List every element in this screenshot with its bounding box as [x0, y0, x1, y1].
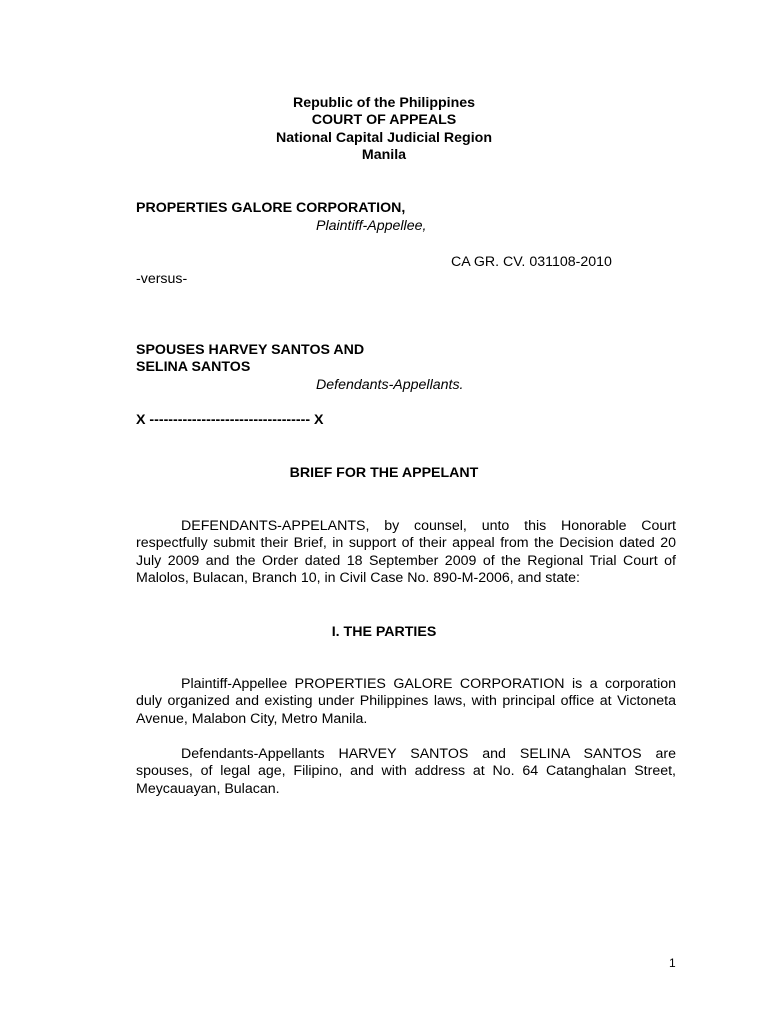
- header-city: Manila: [361, 147, 407, 164]
- parties-paragraph-defendants: Defendants-Appellants HARVEY SANTOS and SELINA SANTOS are spouses, of legal age, Filipino, and with address at No. 64 Catanghalan Street, Meycauayan, Bulacan.: [136, 746, 676, 797]
- plaintiff-role: Plaintiff-Appellee,: [316, 218, 427, 234]
- page-number: 1: [669, 956, 676, 970]
- intro-paragraph: DEFENDANTS-APPELANTS, by counsel, unto this Honorable Court respectfully submit their Brief, in support of their appeal from the Decision dated 20 July 2009 and the Order dated 18 September 2009 of the Regional Trial Court of Malolos, Bulacan, Branch 10, in Civil Case No. 890-M-2006, and state:: [136, 518, 676, 587]
- case-number: CA GR. CV. 031108-2010: [451, 254, 612, 270]
- court-header: [0, 95, 768, 165]
- section-heading-parties: I. THE PARTIES: [331, 624, 437, 640]
- versus-label: -versus-: [136, 271, 188, 287]
- plaintiff-name: PROPERTIES GALORE CORPORATION,: [136, 200, 406, 216]
- document-title: BRIEF FOR THE APPELANT: [289, 465, 479, 481]
- header-region: National Capital Judicial Region: [276, 129, 492, 146]
- header-court: COURT OF APPEALS: [311, 112, 457, 129]
- defendant-role: Defendants-Appellants.: [316, 377, 464, 393]
- parties-paragraph-plaintiff: Plaintiff-Appellee PROPERTIES GALORE CORPORATION is a corporation duly organized and existing under Philippines laws, with principal office at Victoneta Avenue, Malabon City, Metro Manila.: [136, 676, 676, 727]
- header-republic: Republic of the Philippines: [292, 95, 476, 111]
- defendant-name-line2: SELINA SANTOS: [136, 359, 251, 375]
- defendant-name-line1: SPOUSES HARVEY SANTOS AND: [136, 342, 365, 358]
- caption-separator: X ---------------------------------- X: [136, 412, 324, 428]
